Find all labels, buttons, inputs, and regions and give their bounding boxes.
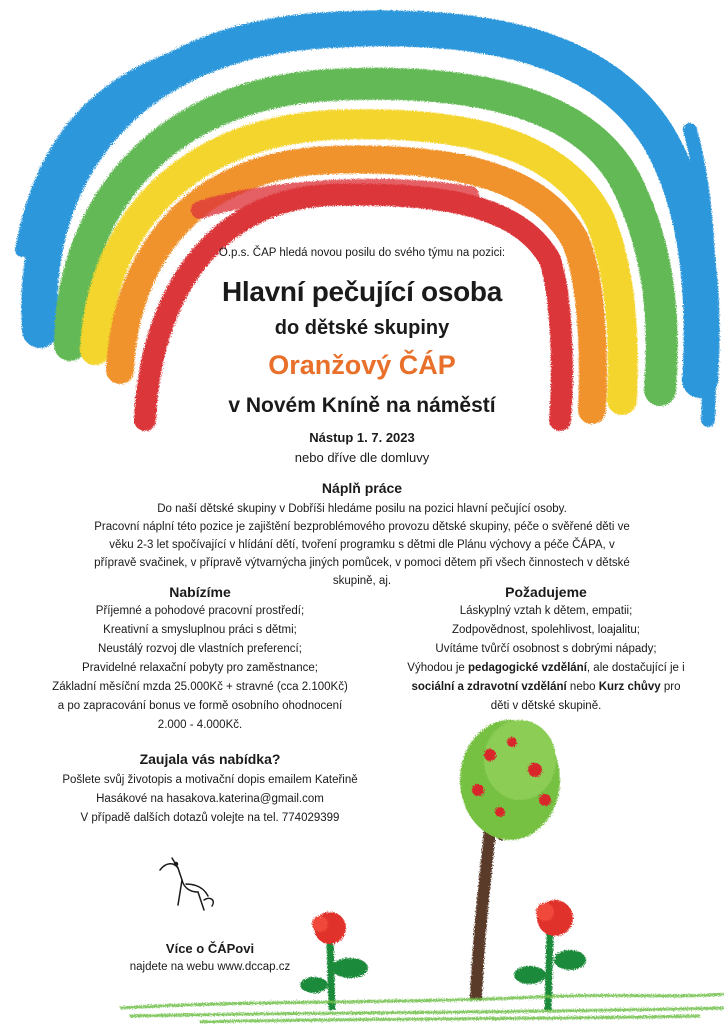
start-date: Nástup 1. 7. 2023 xyxy=(309,430,415,445)
location-line: v Novém Kníně na náměstí xyxy=(228,394,496,417)
contact-line-2: Hasákové na hasakova.katerina@gmail.com xyxy=(96,793,324,805)
group-name: Oranžový ČÁP xyxy=(268,350,456,380)
grass-drawing xyxy=(120,994,724,1022)
requirement-item: Zodpovědnost, spolehlivost, loajalitu; xyxy=(452,624,640,636)
edu-or: nebo xyxy=(566,681,599,693)
contact-heading: Zaujala vás nabídka? xyxy=(139,751,281,767)
offer-item: Pravidelné relaxační pobyty pro zaměstnance; xyxy=(82,662,318,674)
edu-mid: , ale dostačující je i xyxy=(586,662,685,674)
requirement-item: Uvítáme tvůrčí osobnost s dobrými nápady; xyxy=(435,643,657,655)
job-heading: Náplň práce xyxy=(321,480,403,496)
edu-social-health: sociální a zdravotní vzdělání xyxy=(411,681,567,693)
requirements-heading: Požadujeme xyxy=(505,584,587,600)
offer-item: Základní měsíční mzda 25.000Kč + stravné (cca 2.100Kč) xyxy=(52,681,348,693)
offer-section xyxy=(40,583,360,735)
stork-logo xyxy=(160,858,213,910)
offer-item: 2.000 - 4.000Kč. xyxy=(157,719,243,731)
edu-suffix: pro xyxy=(660,681,681,693)
edu-prefix: Výhodou je xyxy=(407,662,469,674)
edu-nanny-course: Kurz chůvy xyxy=(598,681,661,693)
start-note: nebo dříve dle domluvy xyxy=(294,450,430,465)
edu-pedagogical: pedagogické vzdělání xyxy=(468,662,587,674)
offer-item: Příjemné a pohodové pracovní prostředí; xyxy=(95,605,305,617)
tree-drawing xyxy=(460,720,560,1000)
requirement-education xyxy=(388,659,704,678)
offer-item: a po zapracování bonus ve formě osobního ohodnocení xyxy=(57,700,343,712)
page-title: Hlavní pečující osoba xyxy=(221,276,502,307)
more-website: najdete na webu www.dccap.cz xyxy=(129,961,291,973)
contact-line-3: V případě dalších dotazů volejte na tel. 774029399 xyxy=(80,812,340,824)
job-description xyxy=(90,500,634,590)
job-paragraph-1: Do naší dětské skupiny v Dobříši hledáme posilu na pozici hlavní pečující osoby. xyxy=(157,503,567,515)
contact-section xyxy=(20,750,400,828)
job-paragraph-2: Pracovní náplní této pozice je zajištění bezproblémového provozu dětské skupiny, péče o svěřené děti ve věku 2-3 let spočívající v hlídání dětí, tvoření programku s dětmi dle Plánu výchovy a péče ČÁPA, v přípravě svačinek, v přípravě výtvarnýcha jiných pomůcek, v pomoci dětem při všech činnostech v dětské skupině, aj. xyxy=(94,521,630,587)
title-subline: do dětské skupiny xyxy=(274,317,450,339)
intro-text: O.p.s. ČAP hledá novou posilu do svého týmu na pozici: xyxy=(218,247,506,259)
contact-line-1: Pošlete svůj životopis a motivační dopis emailem Kateřině xyxy=(62,774,358,786)
offer-heading: Nabízíme xyxy=(169,584,231,600)
requirement-education-2 xyxy=(388,678,704,697)
requirement-education-3: děti v dětské skupině. xyxy=(490,700,602,712)
offer-item: Neustálý rozvoj dle vlastních preferencí; xyxy=(98,643,302,655)
requirement-item: Láskyplný vztah k dětem, empatii; xyxy=(459,605,633,617)
requirements-section xyxy=(388,583,704,716)
more-heading: Více o ČÁPovi xyxy=(165,941,255,956)
offer-item: Kreativní a smysluplnou práci s dětmi; xyxy=(103,624,297,636)
more-info xyxy=(70,940,350,976)
